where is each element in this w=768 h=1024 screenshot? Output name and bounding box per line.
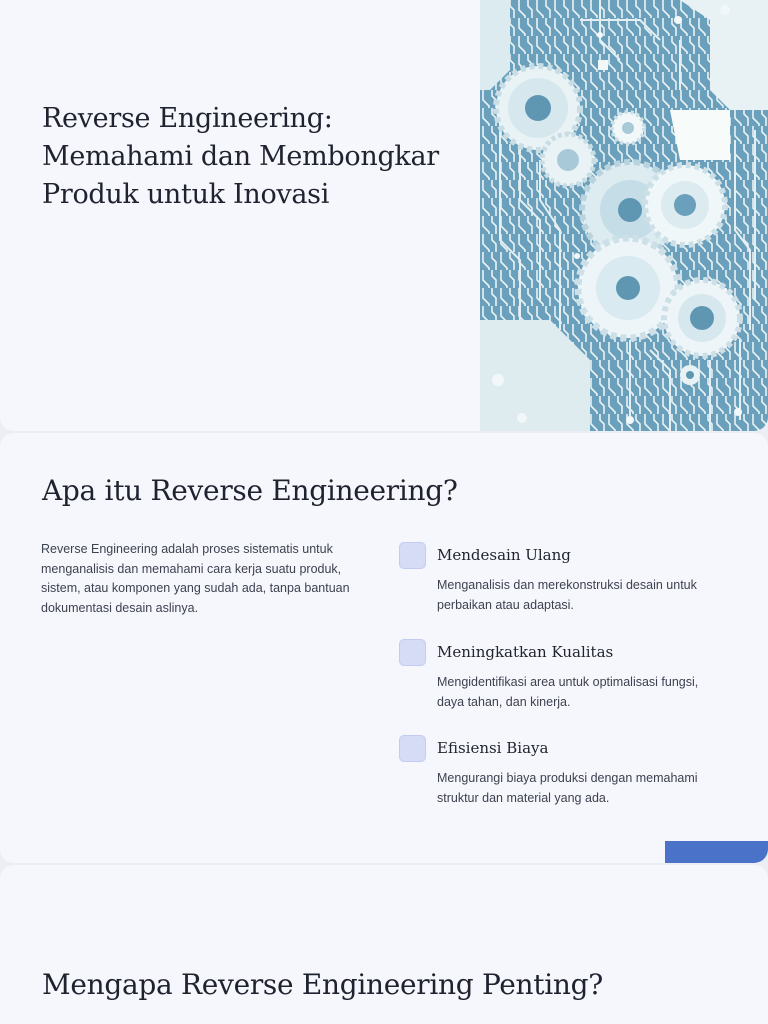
why-important-slide — [0, 865, 768, 1024]
feature-title: Mendesain Ulang — [437, 546, 571, 564]
feature-description: Mengidentifikasi area untuk optimalisasi fungsi, daya tahan, dan kinerja. — [437, 675, 699, 709]
intro-paragraph: Reverse Engineering adalah proses sistematis untuk menganalisis dan memahami cara kerja suatu produk, sistem, atau komponen yang sudah ada, tanpa bantuan dokumentasi desain aslinya. — [41, 542, 350, 615]
feature-icon — [399, 735, 426, 762]
section-title: Mengapa Reverse Engineering Penting? — [42, 968, 603, 1001]
hero-slide — [0, 0, 768, 431]
circuit-gears-illustration — [480, 0, 768, 431]
accent-tab — [665, 841, 768, 863]
feature-icon — [399, 639, 426, 666]
feature-description: Mengurangi biaya produksi dengan memahami struktur dan material yang ada. — [437, 771, 698, 805]
feature-title: Meningkatkan Kualitas — [437, 643, 614, 661]
feature-description: Menganalisis dan merekonstruksi desain untuk perbaikan atau adaptasi. — [437, 578, 697, 612]
feature-icon — [399, 542, 426, 569]
what-is-slide — [0, 433, 768, 863]
feature-title: Efisiensi Biaya — [437, 739, 549, 757]
hero-title: Reverse Engineering: Memahami dan Membongkar Produk untuk Inovasi — [42, 103, 439, 210]
section-title: Apa itu Reverse Engineering? — [42, 474, 458, 507]
